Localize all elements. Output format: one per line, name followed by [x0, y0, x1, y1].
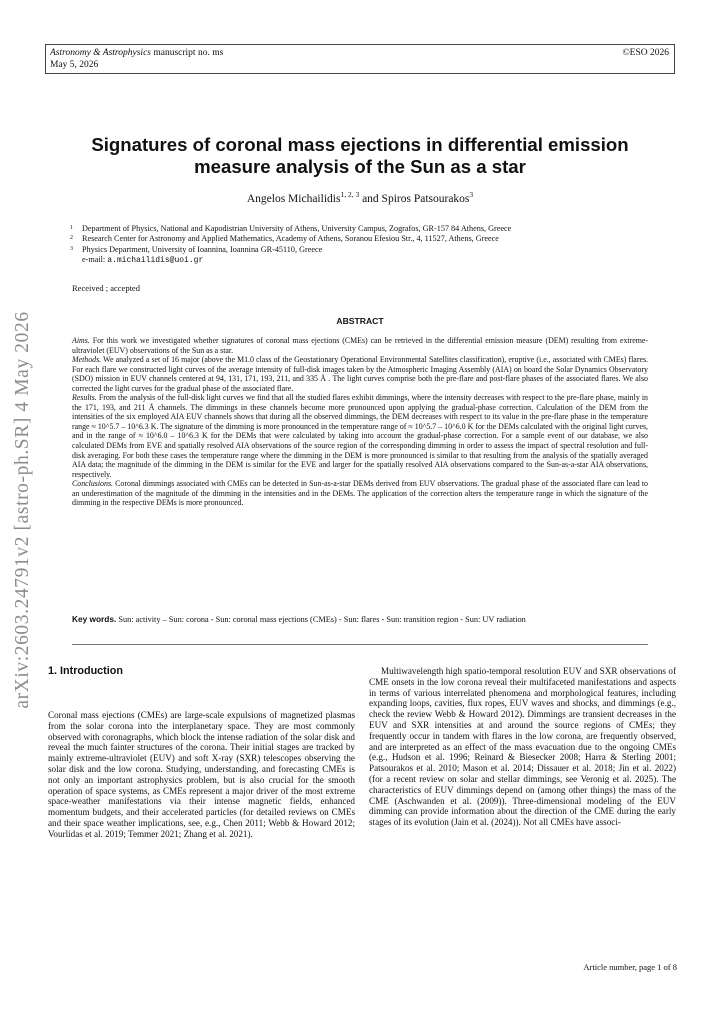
methods-label: Methods.	[72, 355, 102, 365]
journal-name: Astronomy & Astrophysics	[50, 48, 151, 58]
author-2-affil: 3	[469, 190, 474, 199]
intro-paragraph-2: Multiwavelength high spatio-temporal resolution EUV and SXR observations of CME onsets in the low corona reveal their multifaceted manifestations and aspects in terms of various interrelated phenomena and morphological features, including expanding loops, cavities, flux ropes, EUV waves and shocks, and dimmings (e.g., check the review Webb & Howard 2012). Dimmings are transient decreases in the EUV and SXR intensities at and around the source regions of CMEs; they frequently occur in tandem with flares in the low corona, are frequently observed, and are interpreted as an effect of the mass evacuation due to the ongoing CMEs (e.g., Hudson et al. 1996; Reinard & Biesecker 2008; Harra & Sterling 2001; Patsourakos et al. 2010; Mason et al. 2014; Dissauer et al. 2018; Jin et al. 2022) (for a recent review on solar and stellar dimmings, see Veronig et al. 2025). The characteristics of EUV dimmings depend on (among other things) the mass of the CME (Aschwanden et al. (2009)). Three-dimensional modeling of the EUV dimming can provide information about the direction of the CME during the early stages of its evolution (Jain et al. (2024)). Not all CMEs have associ-	[369, 666, 676, 828]
affiliation-text: Department of Physics, National and Kapodistrian University of Athens, University Campus, Zografos, GR-157 84 Athens, Greece	[82, 224, 512, 233]
results-text: From the analysis of the full-disk light curves we find that all the studied flares exhibit dimmings, where the intensity decreases with respect to the pre-flare phase, mainly in the 171, 193, and 211 Å channels. The dimmings in these channels become more pronounced upon applying the gradual-phase correction. Calculation of the DEM from the intensities of the six employed AIA EUV channels shows that during all the observed dimmings, the DEM decreases with respect to its value in the pre-flare phase in the temperature range ≈ 10^5.7 – 10^6.3 K. The signature of the dimming is more pronounced in the temperature range of ≈ 10^5.7 – 10^6.0 K for the DEMs calculated with the original light curves, and in the range of ≈ 10^6.0 – 10^6.3 K for the DEMs that were calculated by taking into account the gradual-phase correction. For a sample event of our database, we also calculated DEMs from EVE and spatially resolved AIA observations of the source region of the corresponding dimming in order to assess the impact of spectral resolution and full-disk averaging. For both these cases the temperature range where the dimming in the DEM is more pronounced is similar to that resulting from the analysis of the spatially averaged AIA data; the magnitude of the dimming in the DEM is similar for the EVE and larger for the spatially resolved AIA observations compared to the Sun-as-a-star AIA observations, respectively.	[72, 393, 648, 479]
keywords-label: Key words.	[72, 614, 117, 624]
aims-label: Aims.	[72, 336, 90, 345]
title-line-2: measure analysis of the Sun as a star	[194, 156, 526, 177]
aims-text: For this work we investigated whether signatures of coronal mass ejections (CMEs) can be retrieved in the differential emission measure (DEM) resulting from extreme-ultraviolet (EUV) observations of the Sun as a star.	[72, 336, 648, 355]
affiliation-text: Research Center for Astronomy and Applied Mathematics, Academy of Athens, Soranou Efesiou Str., 4, 11527, Athens, Greece	[82, 234, 499, 244]
paper-title	[60, 134, 660, 178]
conclusions-label: Conclusions.	[72, 479, 113, 489]
author-and: and	[359, 192, 382, 205]
abstract-results	[72, 393, 648, 479]
arxiv-identifier: arXiv:2603.24791v2 [astro-ph.SR] 4 May 2026	[12, 311, 33, 709]
email-label: e-mail:	[82, 255, 108, 265]
contact-email	[70, 255, 690, 266]
page-footer: Article number, page 1 of 8	[583, 962, 677, 972]
intro-paragraph-1: Coronal mass ejections (CMEs) are large-scale expulsions of magnetized plasmas from the solar corona into the interplanetary space. They are most commonly observed with coronagraphs, which block the intense radiation of the solar disk and reveal the much fainter structures of the corona. Their initial stages are tracked by mainly extreme-ultraviolet (EUV) and soft X-ray (SXR) telescopes observing the solar disk and the low corona. Studying, understanding, and forecasting CMEs is not only an important astrophysics problem, but is also crucial for the smooth operation of space systems, as CMEs represent a major driver of the most extreme space-weather manifestations via their intense magnetic fields, enhanced momentum budgets, and their accelerated particles (for detailed reviews on CMEs and their space weather implications, see, e.g., Chen 2011; Webb & Howard 2012; Vourlidas et al. 2019; Temmer 2021; Zhang et al. 2021).	[48, 710, 355, 839]
keywords-text: Sun: activity – Sun: corona - Sun: coronal mass ejections (CMEs) - Sun: flares - Sun: transition region - Sun: UV radiation	[116, 615, 526, 624]
affiliation-list	[70, 224, 690, 267]
abstract-body	[72, 336, 648, 508]
section-divider	[72, 644, 648, 645]
results-label: Results.	[72, 393, 97, 403]
manuscript-date: May 5, 2026	[50, 60, 99, 70]
abstract-aims	[72, 336, 648, 355]
title-line-1: Signatures of coronal mass ejections in differential emission	[91, 134, 629, 155]
abstract-heading: ABSTRACT	[336, 316, 384, 326]
conclusions-text: Coronal dimmings associated with CMEs can be detected in Sun-as-a-star DEMs derived from EUV observations. The gradual phase of the associated flare can lead to an underestimation of the magnitude of the dimming in the intensities and in the DEMs. The application of the correction alters the temperature range in which the signature of the dimming in the respective DEMs is more pronounced.	[72, 479, 648, 508]
affiliation-number: 1	[70, 225, 73, 231]
intro-right-column	[369, 666, 676, 828]
manuscript-header	[45, 44, 675, 74]
copyright-eso: ©ESO 2026	[622, 48, 669, 58]
author-2: Spiros Patsourakos	[381, 192, 470, 205]
received-accepted: Received ; accepted	[72, 283, 140, 293]
affiliation-number: 2	[70, 235, 73, 242]
email-address[interactable]: a.michailidis@uoi.gr	[107, 256, 204, 266]
affiliation-item	[70, 224, 690, 234]
author-1: Angelos Michailidis	[246, 192, 341, 205]
section-heading: 1. Introduction	[48, 665, 123, 677]
affiliation-number: 3	[70, 245, 73, 252]
methods-text: We analyzed a set of 16 major (above the M1.0 class of the Geostationary Operational Environmental Satellites classification), eruptive (i.e., associated with CMEs) flares. For each flare we constructed light curves of the average intensity of full-disk images taken by the Atmospheric Imaging Assembly (AIA) on board the Solar Dynamics Observatory (SDO) mission in EUV channels centered at 94, 131, 171, 193, 211, and 335 Å . The light curves comprise both the pre-flare and post-flare phases of the associated flares. We also corrected the light curves for the gradual phase of the associated flare.	[72, 355, 648, 393]
affiliation-text: Physics Department, University of Ioannina, Ioannina GR-45110, Greece	[82, 244, 323, 254]
author-1-affil: 1, 2, 3	[340, 190, 360, 199]
keywords	[72, 614, 648, 625]
manuscript-number: manuscript no. ms	[150, 48, 224, 58]
author-list	[60, 190, 660, 205]
affiliation-item	[70, 245, 690, 255]
affiliation-item	[70, 234, 690, 244]
abstract-conclusions	[72, 479, 648, 508]
abstract-methods	[72, 355, 648, 393]
arxiv-sidebar-stamp	[8, 290, 38, 730]
intro-left-column	[48, 710, 355, 840]
